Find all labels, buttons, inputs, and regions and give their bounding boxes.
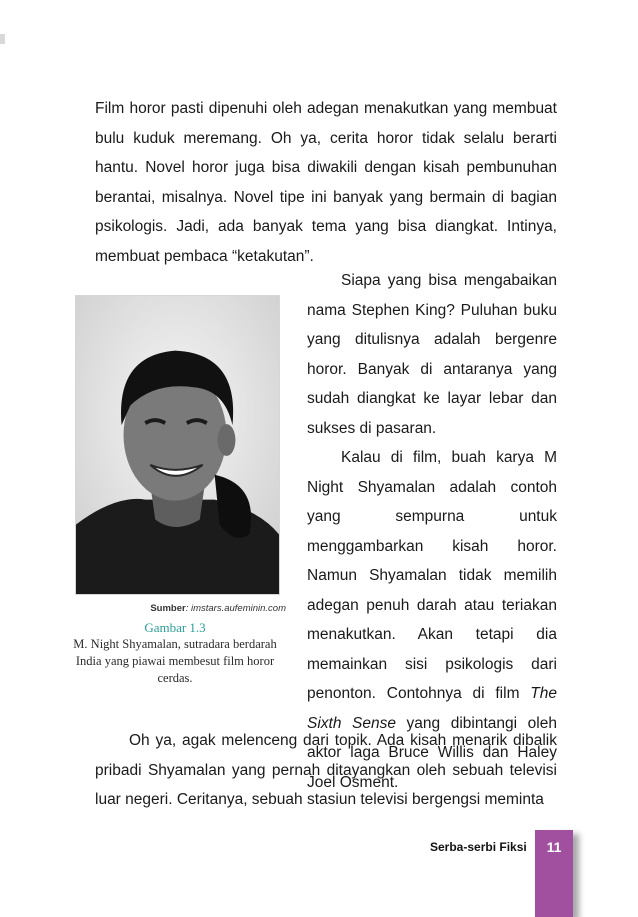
paragraph-intro: Film horor pasti dipenuhi oleh adegan menakutkan yang membuat bulu kuduk meremang. Oh ya, cerita horor tidak selalu berarti hantu. Novel horor juga bisa diwakili dengan kisah pembunuhan berantai, misalnya. Novel tipe ini banyak yang bermain di bagian psikologis. Jadi, ada banyak tema yang bisa diangkat. Intinya, membuat pembaca “ketakutan”. bbox=[95, 100, 557, 265]
portrait-image bbox=[76, 296, 279, 594]
paragraph-offtopic: Oh ya, agak melenceng dari topik. Ada kisah menarik dibalik pribadi Shyamalan yang pernah ditayangkan oleh sebuah televisi luar negeri. Ceritanya, sebuah stasiun televisi bergengsi meminta bbox=[95, 732, 557, 808]
paragraph-shyamalan-text-b: yang dibintangi oleh aktor laga Bruce Willis dan Haley Joel Osment. bbox=[307, 714, 557, 791]
page-number: 11 bbox=[546, 839, 562, 855]
portrait-photo bbox=[75, 295, 280, 595]
figure-label: Gambar 1.3 bbox=[144, 620, 206, 635]
figure-caption bbox=[62, 603, 288, 687]
film-title-sixth-sense: The Sixth Sense bbox=[307, 685, 557, 732]
paragraph-stephen-king: Siapa yang bisa mengabaikan nama Stephen King? Puluhan buku yang ditulisnya adalah bergenre horor. Banyak di antaranya yang sudah diangkat ke layar lebar dan sukses di pasaran. bbox=[307, 272, 557, 437]
figure-source-value: : imstars.aufeminin.com bbox=[185, 603, 286, 614]
footer-book-title: Serba-serbi Fiksi bbox=[430, 840, 527, 854]
page-number-tab bbox=[535, 830, 573, 917]
figure-source bbox=[62, 603, 288, 614]
page-corner-mark bbox=[0, 34, 5, 44]
figure-source-label: Sumber bbox=[150, 603, 186, 614]
paragraph-shyamalan-text-a: Kalau di film, buah karya M Night Shyamalan adalah contoh yang sempurna untuk menggambarkan kisah horor. Namun Shyamalan tidak memilih adegan penuh darah atau teriakan menakutkan. Akan tetapi dia memainkan sisi psikologis dari penonton. Contohnya di film bbox=[307, 449, 557, 702]
figure-caption-text: M. Night Shyamalan, sutradara berdarah India yang piawai membesut film horor cerdas. bbox=[73, 637, 277, 685]
